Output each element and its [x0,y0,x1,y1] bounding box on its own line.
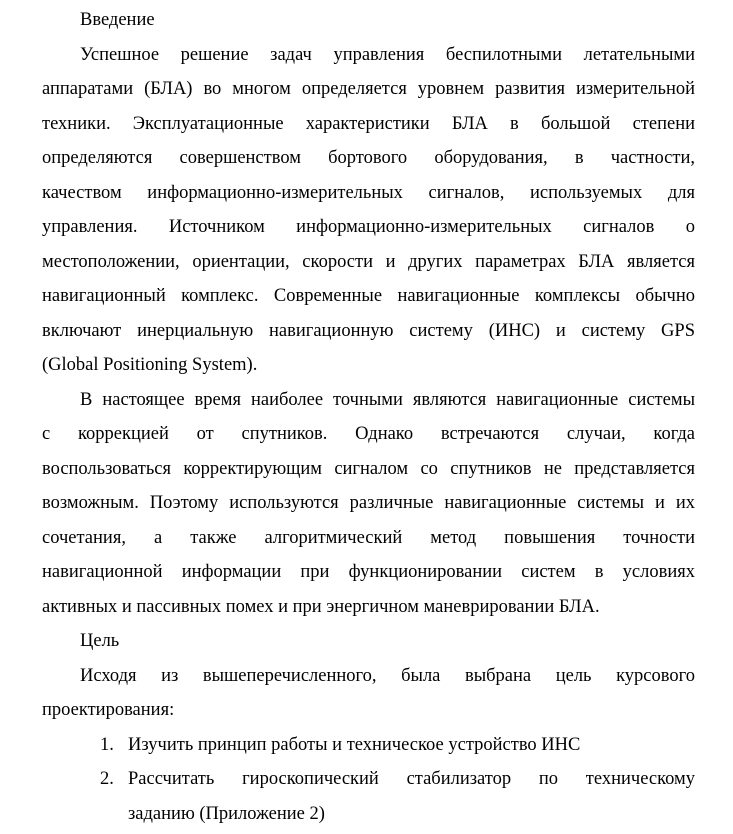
list-item-number: 2. [100,769,114,789]
paragraph1-line: управления. Источником информационно-измерительных сигналов о [42,217,695,237]
paragraph1-line: включают инерциальную навигационную систему (ИНС) и систему GPS [42,320,695,341]
paragraph1-line: (Global Positioning System). [42,355,258,375]
list-item-text-line: Изучить принцип работы и техническое устройство ИНС [128,734,581,755]
paragraph1-line: качеством информационно-измерительных сигналов, используемых для [42,182,695,203]
paragraph3-line: проектирования: [42,700,175,720]
paragraph1-line: определяются совершенством бортового оборудования, в частности, [42,148,695,168]
paragraph2-line: В настоящее время наиболее точными являются навигационные системы [80,389,695,410]
goal-list-item-1 [42,728,695,763]
heading-goal: Цель [80,631,120,651]
list-item-text-line: Рассчитать гироскопический стабилизатор по техническому [128,769,695,789]
list-item-text-line: заданию (Приложение 2) [128,803,325,824]
paragraph1-line: аппаратами (БЛА) во многом определяется уровнем развития измерительной [42,79,695,99]
paragraph2-line: сочетания, а также алгоритмический метод повышения точности [42,527,695,548]
paragraph1-line: техники. Эксплуатационные характеристики БЛА в большой степени [42,113,695,134]
heading-introduction: Введение [80,10,155,30]
paragraph2-line: воспользоваться корректирующим сигналом со спутников не представляется [42,458,695,479]
paragraph2-line: навигационной информации при функционировании систем в условиях [42,562,695,582]
paragraph2-line: возможным. Поэтому используются различные навигационные системы и их [42,493,695,513]
paragraph2-line: активных и пассивных помех и при энергичном маневрировании БЛА. [42,596,600,617]
list-item-number: 1. [100,734,114,755]
paragraph3-line: Исходя из вышеперечисленного, была выбрана цель курсового [80,665,695,686]
paragraph1-line: навигационный комплекс. Современные навигационные комплексы обычно [42,286,695,306]
goal-list-item-2 [42,762,695,831]
paragraph1-line: Успешное решение задач управления беспилотными летательными [80,44,695,65]
paragraph1-line: местоположении, ориентации, скорости и других параметрах БЛА является [42,251,695,272]
paragraph2-line: с коррекцией от спутников. Однако встречаются случаи, когда [42,424,695,444]
